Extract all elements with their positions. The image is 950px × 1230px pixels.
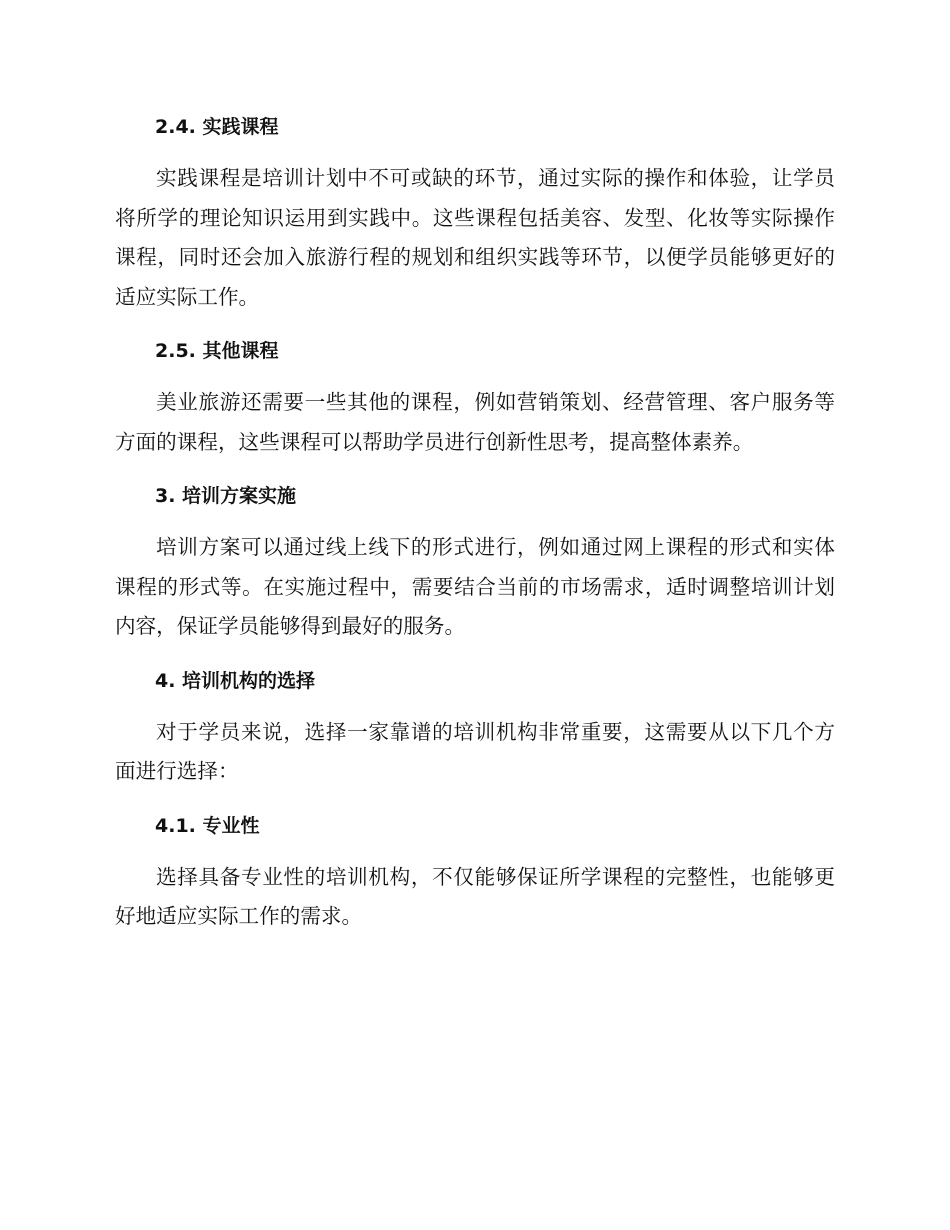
section-heading: 2.5. 其他课程 <box>155 340 279 362</box>
section-4-1 <box>115 808 835 937</box>
section-heading: 3. 培训方案实施 <box>155 485 297 507</box>
section-heading: 4. 培训机构的选择 <box>155 669 316 692</box>
section-2-5 <box>115 333 835 462</box>
section-paragraph: 美业旅游还需要一些其他的课程，例如营销策划、经营管理、客户服务等方面的课程，这些课程可以帮助学员进行创新性思考，提高整体素养。 <box>115 390 835 454</box>
section-4 <box>115 663 835 792</box>
section-paragraph: 对于学员来说，选择一家靠谱的培训机构非常重要，这需要从以下几个方面进行选择： <box>115 719 835 783</box>
section-2-4 <box>115 109 835 317</box>
section-paragraph: 培训方案可以通过线上线下的形式进行，例如通过网上课程的形式和实体课程的形式等。在实施过程中，需要结合当前的市场需求，适时调整培训计划内容，保证学员能够得到最好的服务。 <box>115 535 835 638</box>
section-3 <box>115 478 835 647</box>
section-paragraph: 选择具备专业性的培训机构，不仅能够保证所学课程的完整性，也能够更好地适应实际工作的需求。 <box>115 864 835 928</box>
section-heading: 2.4. 实践课程 <box>155 116 279 138</box>
section-heading: 4.1. 专业性 <box>155 814 260 837</box>
section-paragraph: 实践课程是培训计划中不可或缺的环节，通过实际的操作和体验，让学员将所学的理论知识运用到实践中。这些课程包括美容、发型、化妆等实际操作课程，同时还会加入旅游行程的规划和组织实践等环节，以便学员能够更好的适应实际工作。 <box>115 166 835 309</box>
